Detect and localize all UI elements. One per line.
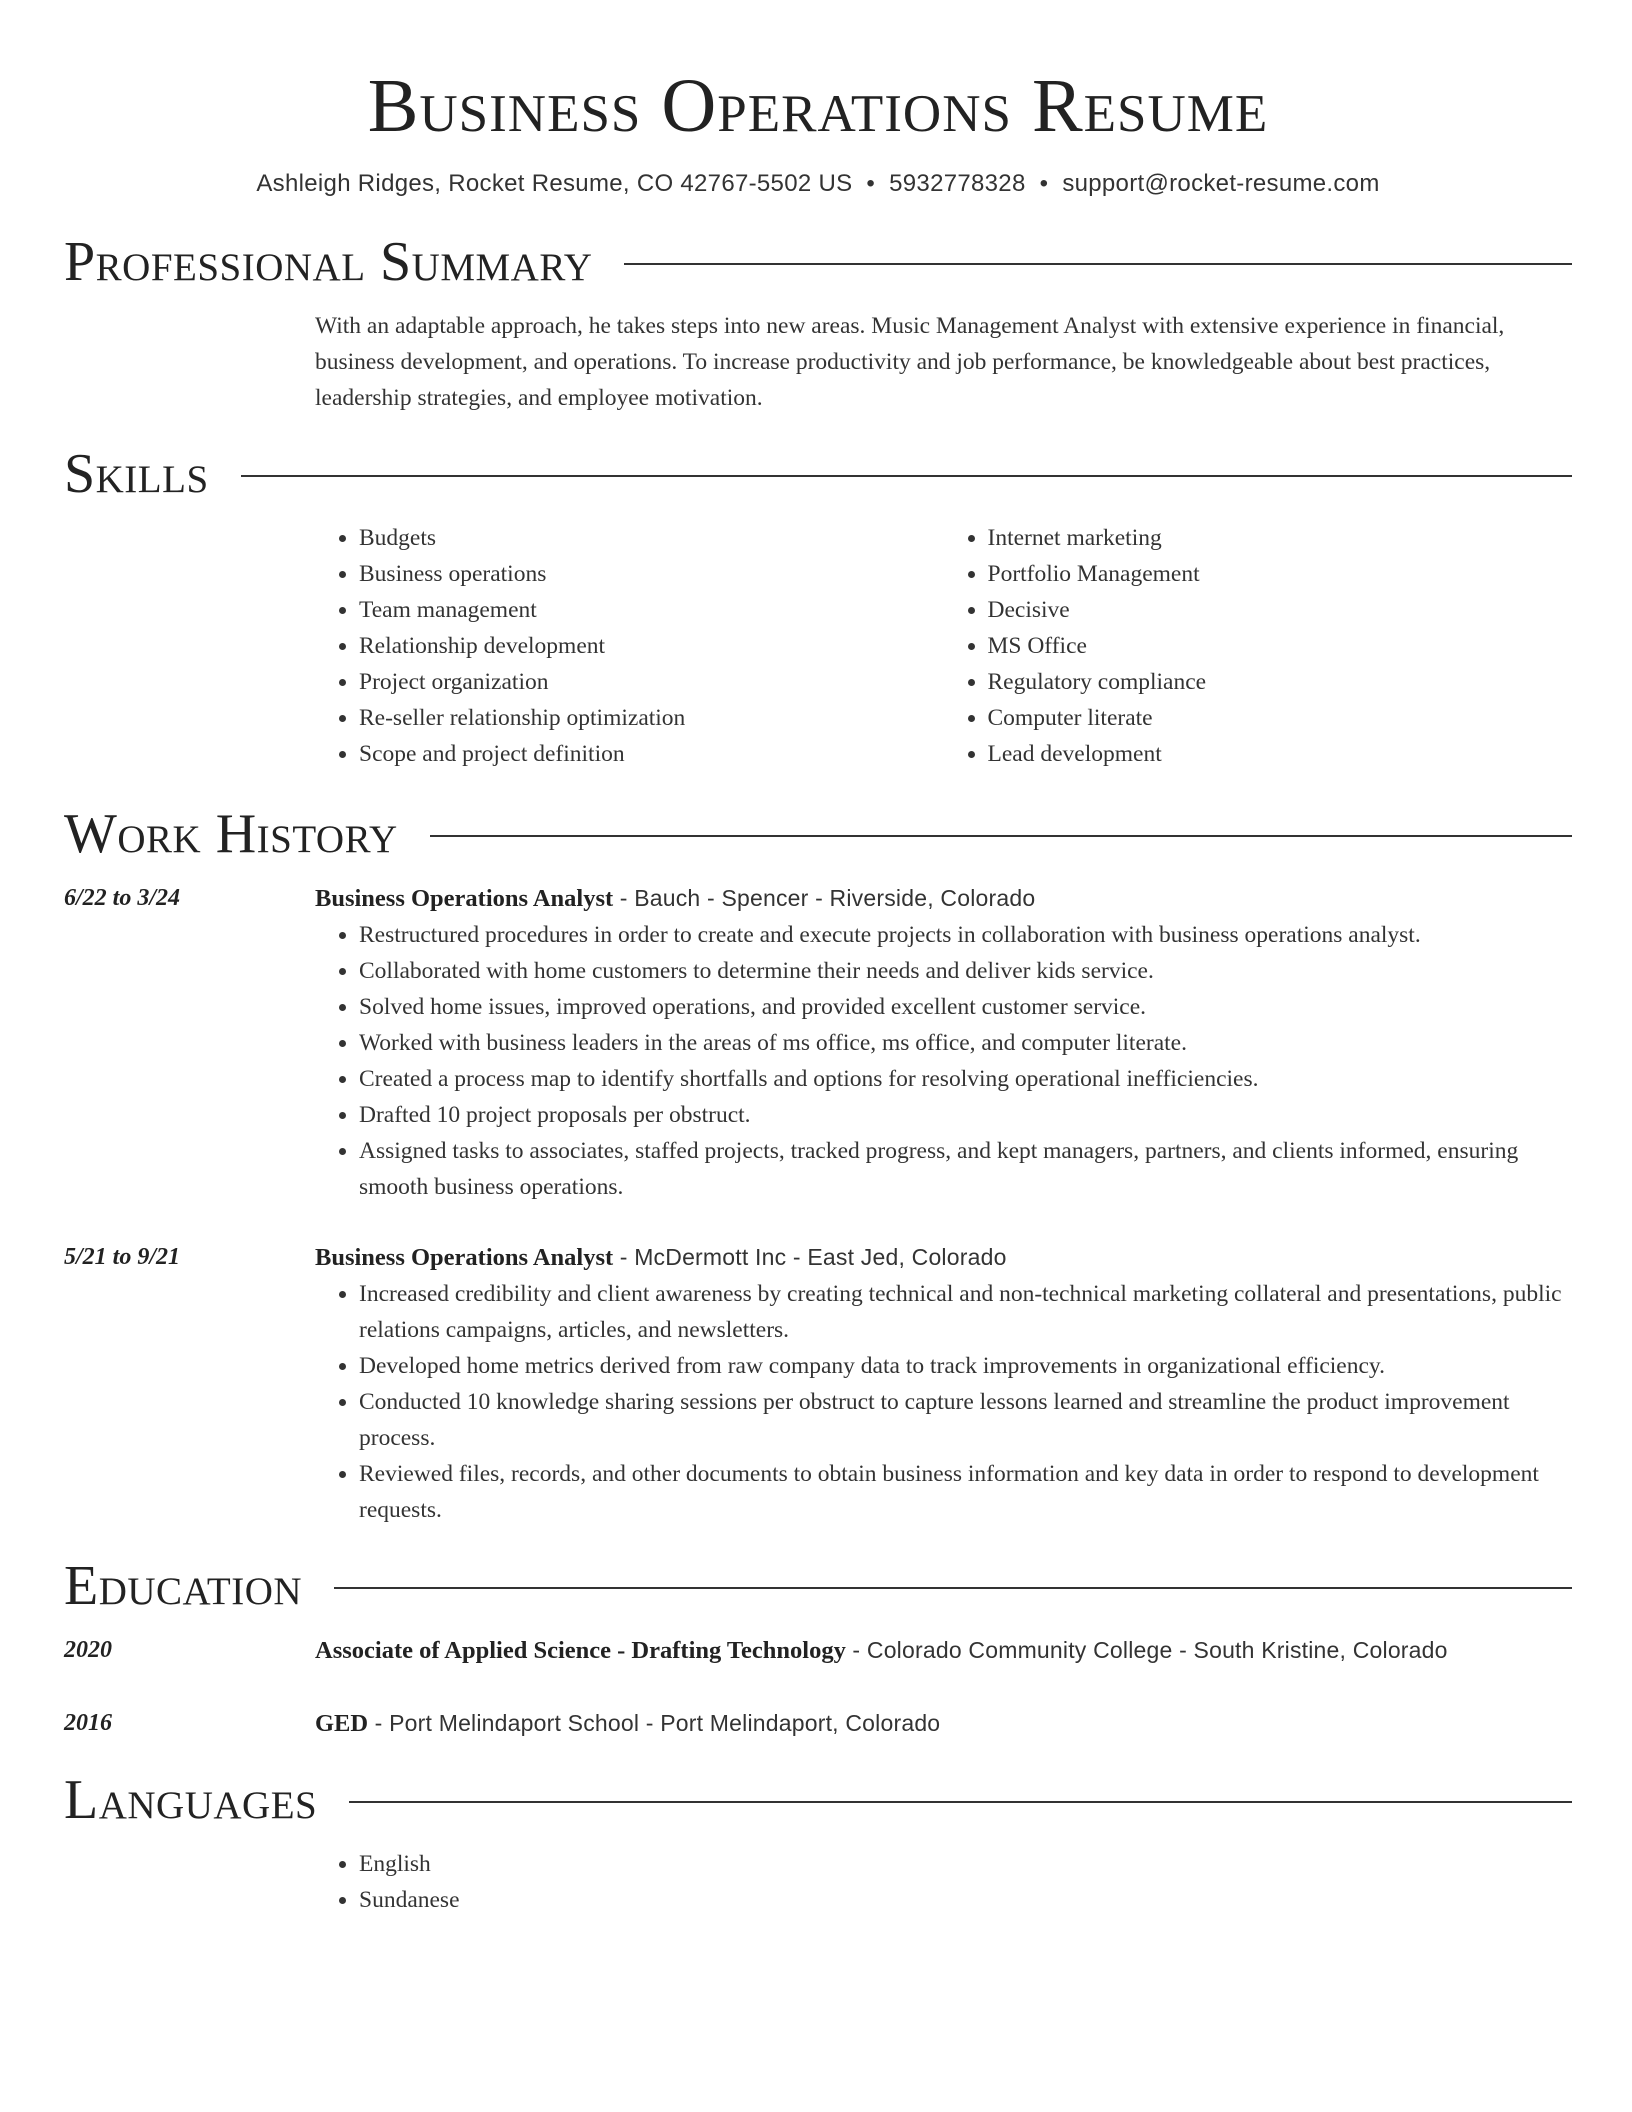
education-entry — [64, 1632, 1572, 1669]
skills-list-left — [315, 520, 944, 772]
job-entry — [64, 880, 1572, 1205]
job-heading — [315, 1239, 1572, 1276]
job-bullet: • Restructured procedures in order to create and execute projects in collaboration with business operations analyst. — [359, 917, 1572, 953]
job-title: Business Operations Analyst — [315, 885, 614, 912]
summary-heading: Professional Summary — [64, 231, 593, 293]
contact-separator: • — [866, 170, 876, 197]
skill-item: • Computer literate — [988, 700, 1573, 736]
job-employer-location: - Bauch - Spencer - Riverside, Colorado — [613, 885, 1036, 911]
contact-phone: 5932778328 — [889, 170, 1026, 197]
job-details — [315, 880, 1572, 1205]
languages-list — [315, 1846, 1572, 1918]
job-bullet: • Created a process map to identify shortfalls and options for resolving operational inefficiencies. — [359, 1061, 1572, 1097]
education-details — [315, 1705, 1572, 1742]
section-divider — [624, 263, 1572, 265]
education-school-location: - Port Melindaport School - Port Melindaport, Colorado — [368, 1710, 941, 1736]
job-heading — [315, 880, 1572, 917]
education-entry — [64, 1705, 1572, 1742]
education-degree: Associate of Applied Science - Drafting Technology — [315, 1637, 846, 1664]
section-divider — [334, 1587, 1572, 1589]
education-heading-line — [315, 1632, 1572, 1669]
job-bullet-list — [315, 1276, 1572, 1528]
job-bullet: • Conducted 10 knowledge sharing sessions per obstruct to capture lessons learned and streamline the product improvement process. — [359, 1384, 1572, 1456]
job-employer-location: - McDermott Inc - East Jed, Colorado — [613, 1244, 1007, 1270]
skill-item: • Re-seller relationship optimization — [359, 700, 944, 736]
education-year: 2016 — [64, 1710, 112, 1736]
section-divider — [241, 475, 1572, 477]
skill-item: • Decisive — [988, 592, 1573, 628]
skills-heading: Skills — [64, 443, 209, 505]
job-bullet: • Drafted 10 project proposals per obstruct. — [359, 1097, 1572, 1133]
language-item: • English — [359, 1846, 1572, 1882]
summary-text: With an adaptable approach, he takes steps into new areas. Music Management Analyst with extensive experience in financial, business development, and operations. To increase productivity and job performance, be knowledgeable about best practices, leadership strategies, and employee motivation. — [315, 313, 1505, 411]
summary-section-header — [64, 230, 1572, 294]
skills-section — [315, 520, 1572, 772]
education-details — [315, 1632, 1572, 1669]
skill-item: • Project organization — [359, 664, 944, 700]
job-entry — [64, 1239, 1572, 1528]
job-bullet-list — [315, 917, 1572, 1205]
job-bullet: • Reviewed files, records, and other documents to obtain business information and key data in order to respond to development requests. — [359, 1456, 1572, 1528]
skill-item: • Budgets — [359, 520, 944, 556]
skill-item: • Regulatory compliance — [988, 664, 1573, 700]
contact-address: Ashleigh Ridges, Rocket Resume, CO 42767-5502 US — [256, 170, 853, 197]
job-bullet: • Solved home issues, improved operations, and provided excellent customer service. — [359, 989, 1572, 1025]
education-year: 2020 — [64, 1637, 112, 1663]
work-heading: Work History — [64, 803, 398, 865]
education-degree: GED — [315, 1710, 369, 1737]
education-heading: Education — [64, 1555, 303, 1617]
education-heading-line — [315, 1705, 1572, 1742]
languages-section-header — [64, 1768, 1572, 1832]
job-details — [315, 1239, 1572, 1528]
contact-line — [64, 168, 1572, 200]
job-bullet: • Increased credibility and client awareness by creating technical and non-technical marketing collateral and presentations, public relations campaigns, articles, and newsletters. — [359, 1276, 1572, 1348]
education-section-header — [64, 1554, 1572, 1618]
section-divider — [430, 835, 1572, 837]
contact-separator: • — [1039, 170, 1049, 197]
summary-section — [315, 308, 1572, 416]
skill-item: • Relationship development — [359, 628, 944, 664]
contact-email: support@rocket-resume.com — [1062, 170, 1380, 197]
job-bullet: • Worked with business leaders in the areas of ms office, ms office, and computer literate. — [359, 1025, 1572, 1061]
skill-item: • Lead development — [988, 736, 1573, 772]
skill-item: • MS Office — [988, 628, 1573, 664]
resume-title: Business Operations Resume — [367, 64, 1269, 148]
job-dates: 6/22 to 3/24 — [64, 885, 181, 911]
job-bullet: • Developed home metrics derived from raw company data to track improvements in organizational efficiency. — [359, 1348, 1572, 1384]
language-item: • Sundanese — [359, 1882, 1572, 1918]
skill-item: • Scope and project definition — [359, 736, 944, 772]
skills-columns — [315, 520, 1572, 772]
languages-heading: Languages — [64, 1769, 318, 1831]
skill-item: • Team management — [359, 592, 944, 628]
skills-section-header — [64, 442, 1572, 506]
job-dates: 5/21 to 9/21 — [64, 1244, 181, 1270]
job-bullet: • Assigned tasks to associates, staffed projects, tracked progress, and kept managers, partners, and clients informed, ensuring smooth business operations. — [359, 1133, 1572, 1205]
skill-item: • Portfolio Management — [988, 556, 1573, 592]
education-school-location: - Colorado Community College - South Kristine, Colorado — [845, 1637, 1448, 1663]
languages-section — [315, 1846, 1572, 1918]
skill-item: • Business operations — [359, 556, 944, 592]
job-title: Business Operations Analyst — [315, 1244, 614, 1271]
skill-item: • Internet marketing — [988, 520, 1573, 556]
resume-page — [64, 0, 1572, 1918]
section-divider — [349, 1801, 1572, 1803]
work-section-header — [64, 802, 1572, 866]
job-bullet: • Collaborated with home customers to determine their needs and deliver kids service. — [359, 953, 1572, 989]
skills-list-right — [944, 520, 1573, 772]
